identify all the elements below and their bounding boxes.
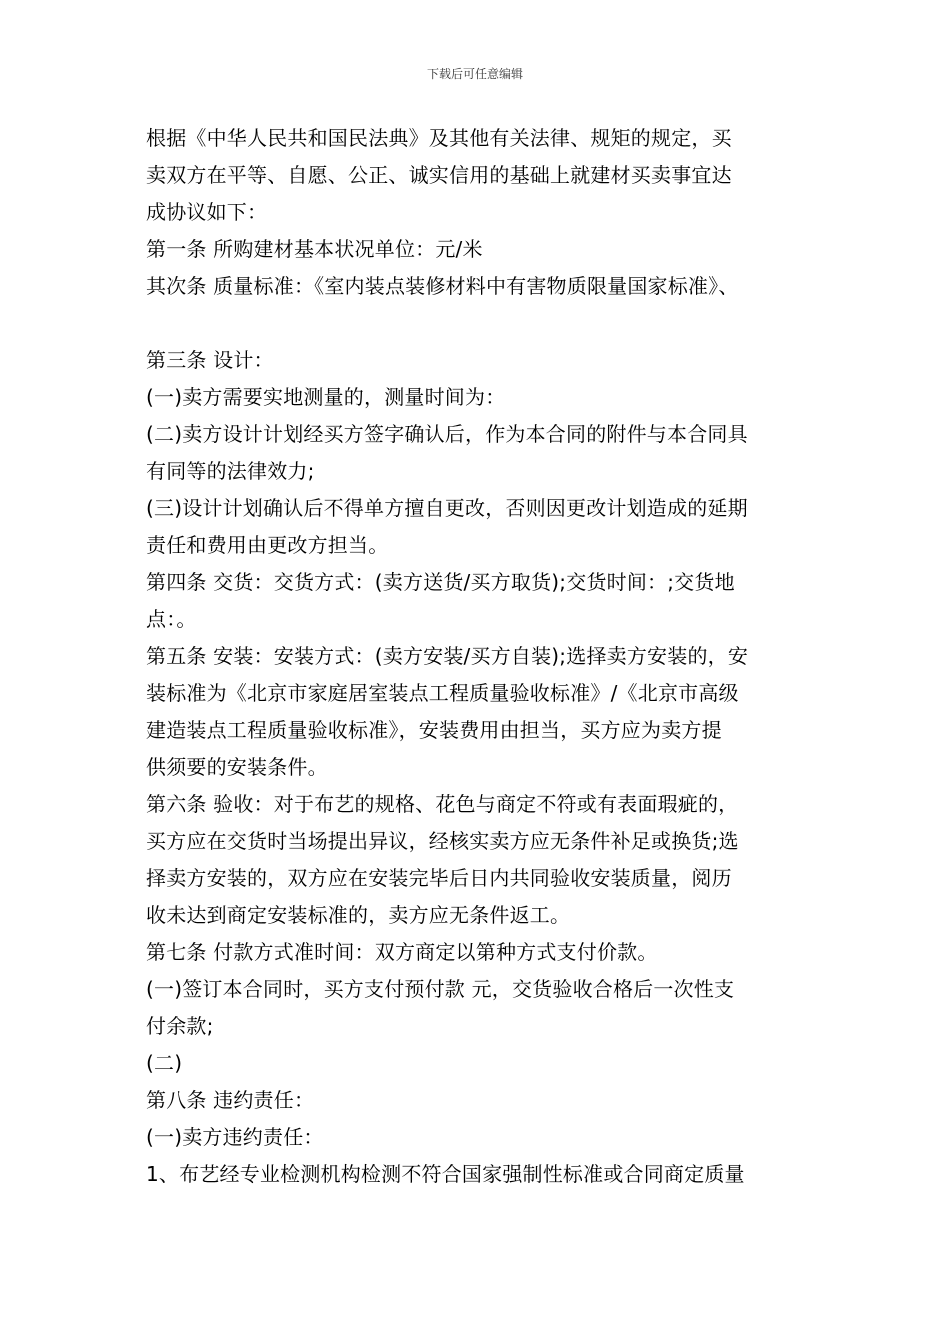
- body-line: (三)设计计划确认后不得单方擅自更改，否则因更改计划造成的延期: [146, 496, 748, 520]
- body-line: 收未达到商定安装标准的，卖方应无条件返工。: [146, 903, 571, 927]
- body-line: 责任和费用由更改方担当。: [146, 533, 389, 557]
- contract-body: [146, 120, 818, 1193]
- clause-8: 第八条 违约责任：: [146, 1088, 315, 1112]
- body-line: 建造装点工程质量验收标准》，安装费用由担当，买方应为卖方提: [146, 718, 722, 742]
- body-line: 卖双方在平等、自愿、公正、诚实信用的基础上就建材买卖事宜达: [146, 163, 732, 187]
- clause-3: 第三条 设计：: [146, 348, 274, 372]
- body-line: 点：。: [146, 607, 197, 631]
- body-line: 买方应在交货时当场提出异议，经核实卖方应无条件补足或换货;选: [146, 829, 739, 853]
- clause-1: 第一条 所购建材基本状况单位：元/米: [146, 237, 483, 261]
- clause-6: 第六条 验收：对于布艺的规格、花色与商定不符或有表面瑕疵的，: [146, 792, 739, 816]
- body-line: (二): [146, 1051, 183, 1075]
- body-line: 成协议如下：: [146, 200, 268, 224]
- body-line: (一)卖方需要实地测量的，测量时间为：: [146, 385, 506, 409]
- body-line: 择卖方安装的，双方应在安装完毕后日内共同验收安装质量，阅历: [146, 866, 732, 890]
- clause-2: 其次条 质量标准：《室内装点装修材料中有害物质限量国家标准》、: [146, 274, 739, 298]
- body-line: (一)卖方违约责任：: [146, 1125, 324, 1149]
- body-line: 1、布艺经专业检测机构检测不符合国家强制性标准或合同商定质量: [146, 1162, 745, 1186]
- body-line: 根据《中华人民共和国民法典》及其他有关法律、规矩的规定，买: [146, 126, 732, 150]
- body-line: (一)签订本合同时，买方支付预付款 元，交货验收合格后一次性支: [146, 977, 735, 1001]
- body-line: 装标准为《北京市家庭居室装点工程质量验收标准》/《北京市高级: [146, 681, 739, 705]
- body-line: 付余款;: [146, 1014, 214, 1038]
- body-line: 供须要的安装条件。: [146, 755, 328, 779]
- body-line: (二)卖方设计计划经买方签字确认后，作为本合同的附件与本合同具: [146, 422, 748, 446]
- body-line: 有同等的法律效力;: [146, 459, 315, 483]
- page-header: 下载后可任意编辑: [426, 67, 523, 81]
- blank-line: [146, 305, 818, 342]
- clause-7: 第七条 付款方式准时间：双方商定以第种方式支付价款。: [146, 940, 658, 964]
- clause-4: 第四条 交货：交货方式：(卖方送货/买方取货);交货时间：;交货地: [146, 570, 735, 594]
- clause-5: 第五条 安装：安装方式：(卖方安装/买方自装);选择卖方安装的，安: [146, 644, 749, 668]
